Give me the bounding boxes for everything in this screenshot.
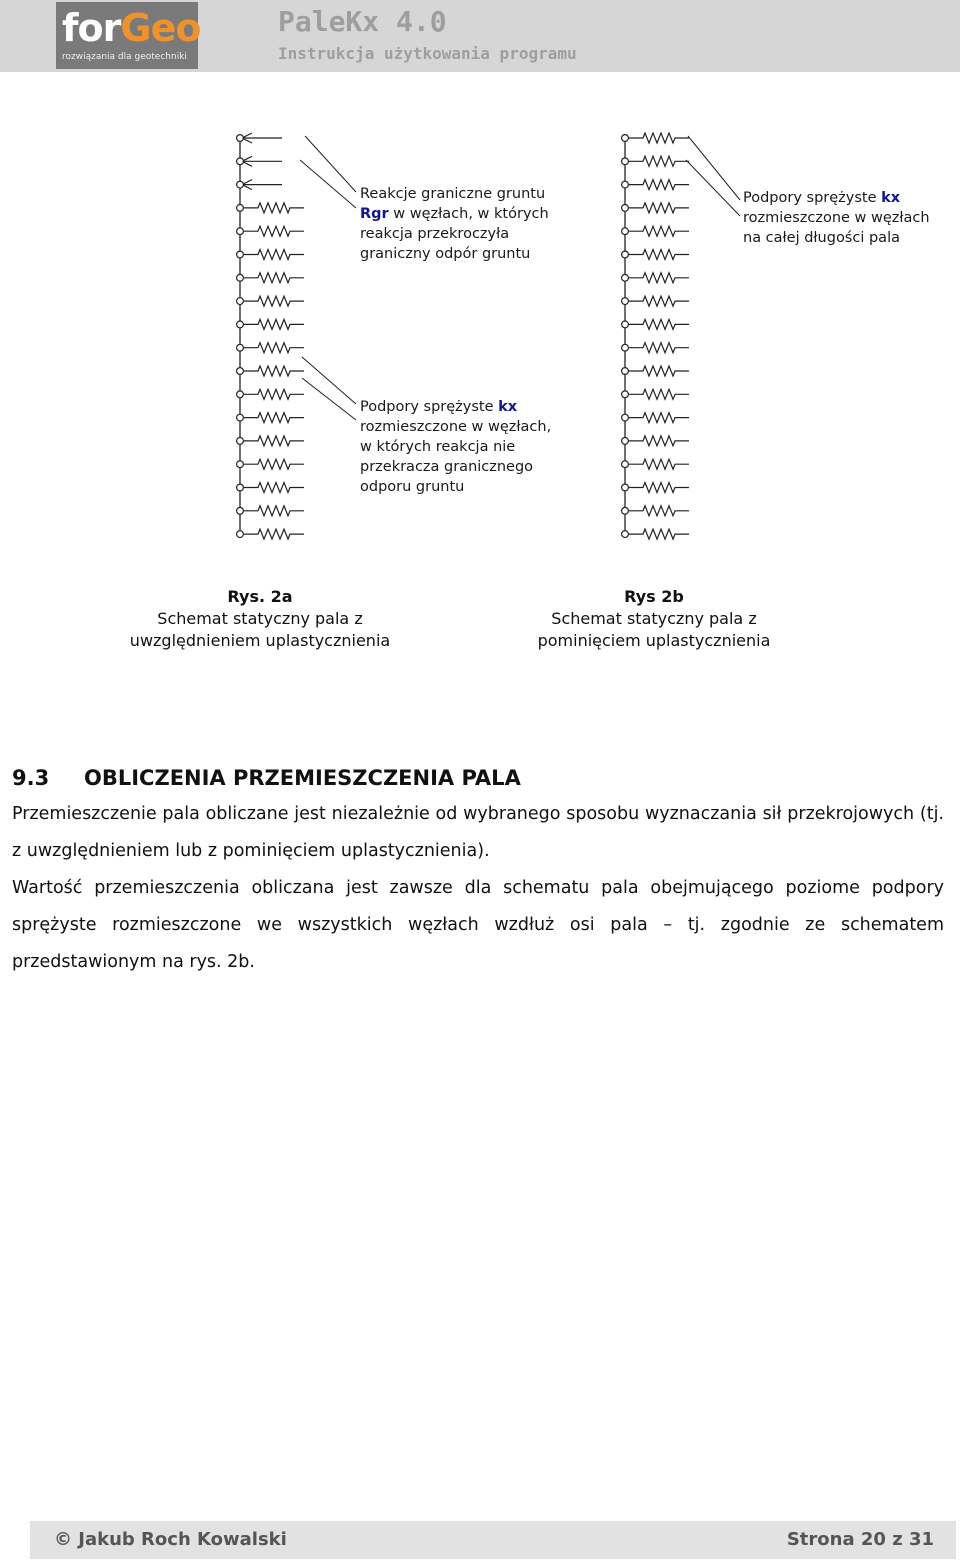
page-footer: [30, 1521, 956, 1559]
pile-node: [237, 205, 244, 212]
spring-support: [629, 319, 689, 329]
fig-a-label-line: graniczny odpór gruntu: [360, 246, 531, 262]
spring-support: [629, 273, 689, 283]
page-header: [0, 0, 960, 72]
section-number: 9.3: [12, 766, 50, 790]
pile-node: [237, 251, 244, 258]
symbol-kx: kx: [881, 190, 901, 206]
pile-node: [622, 531, 629, 538]
pile-node: [237, 484, 244, 491]
fig-a-label-line: przekracza granicznego: [360, 459, 534, 475]
fig-a-label-limit-reactions: [360, 184, 549, 264]
spring-support: [244, 273, 304, 283]
spring-support: [629, 506, 689, 516]
spring-support: [629, 296, 689, 306]
spring-support: [244, 459, 304, 469]
spring-support: [629, 133, 689, 143]
pile-node: [237, 414, 244, 421]
logo-for: for: [62, 6, 121, 50]
figures-area: [0, 120, 960, 650]
fig-a-label-line: rozmieszczone w węzłach,: [360, 419, 552, 435]
pile-node: [622, 135, 629, 142]
spring-support: [244, 296, 304, 306]
spring-support: [244, 226, 304, 236]
spring-support: [629, 250, 689, 260]
pile-node: [622, 368, 629, 375]
fig-a-label-line: reakcja przekroczyła: [360, 226, 510, 242]
pile-node: [622, 484, 629, 491]
section-heading: [12, 766, 521, 790]
fig-b-label-line: Podpory sprężyste kx: [743, 190, 901, 206]
spring-support: [244, 506, 304, 516]
footer-page-number: Strona 20 z 31: [786, 1529, 934, 1550]
leader-line: [302, 378, 356, 420]
forgeo-logo: [56, 2, 201, 69]
spring-support: [629, 180, 689, 190]
pile-node: [622, 321, 629, 328]
logo-geo: Geo: [120, 6, 201, 50]
pile-node: [237, 531, 244, 538]
leader-line: [688, 136, 740, 200]
pile-node: [237, 135, 244, 142]
fig-a-caption-head: Rys. 2a: [227, 587, 293, 606]
spring-support: [629, 203, 689, 213]
logo-tagline: rozwiązania dla geotechniki: [62, 52, 187, 62]
spring-support: [244, 343, 304, 353]
pile-node: [622, 507, 629, 514]
fig-a-caption-line: Schemat statyczny pala z: [157, 609, 363, 628]
pile-node: [237, 391, 244, 398]
pile-node: [622, 158, 629, 165]
spring-support: [629, 156, 689, 166]
leader-line: [300, 160, 356, 208]
spring-support: [629, 436, 689, 446]
symbol-kx: kx: [498, 399, 518, 415]
fig-a-label-line: odporu gruntu: [360, 479, 465, 495]
fig-a-label-line: Rgr w węzłach, w których: [360, 206, 549, 222]
fig-a-caption-line: uwzględnieniem uplastycznienia: [129, 631, 391, 650]
fig-a-label-line: Podpory sprężyste kx: [360, 399, 518, 415]
leader-line: [305, 136, 356, 192]
spring-support: [244, 319, 304, 329]
fig-b-caption-line: pominięciem uplastycznienia: [537, 631, 771, 650]
fig-b-caption-line: Schemat statyczny pala z: [551, 609, 757, 628]
fig-a-caption: [110, 586, 410, 652]
spring-support: [629, 389, 689, 399]
fig-a-label-line: w których reakcja nie: [360, 439, 516, 455]
fig-a-label-line: Reakcje graniczne gruntu: [360, 186, 546, 202]
paragraph-1: Przemieszczenie pala obliczane jest niezależnie od wybranego sposobu wyznaczania sił przekrojowych (tj. z uwzględnieniem lub z pominięciem uplastycznienia).: [12, 804, 944, 861]
logo-wordmark: [62, 6, 200, 50]
pile-node: [622, 274, 629, 281]
pile-node: [622, 251, 629, 258]
pile-node: [622, 414, 629, 421]
footer-author: © Jakub Roch Kowalski: [54, 1529, 287, 1550]
spring-support: [629, 413, 689, 423]
pile-node: [237, 461, 244, 468]
leader-line: [302, 357, 356, 404]
pile-node: [237, 321, 244, 328]
fig-b-label-line: na całej długości pala: [743, 230, 900, 246]
spring-support: [244, 529, 304, 539]
pile-node: [622, 391, 629, 398]
spring-support: [244, 436, 304, 446]
pile-node: [237, 274, 244, 281]
pile-node: [622, 344, 629, 351]
pile-node: [622, 298, 629, 305]
pile-node: [622, 228, 629, 235]
pile-node: [622, 205, 629, 212]
spring-support: [629, 343, 689, 353]
spring-support: [244, 250, 304, 260]
pile-node: [237, 507, 244, 514]
fig-b-caption-head: Rys 2b: [624, 587, 684, 606]
spring-support: [629, 529, 689, 539]
app-title: PaleKx 4.0: [278, 5, 447, 38]
spring-support: [629, 459, 689, 469]
pile-node: [622, 461, 629, 468]
spring-support: [244, 413, 304, 423]
pile-node: [237, 344, 244, 351]
pile-node: [622, 438, 629, 445]
spring-support: [244, 203, 304, 213]
pile-node: [237, 158, 244, 165]
pile-node: [622, 181, 629, 188]
leader-line: [686, 160, 740, 216]
pile-node: [237, 438, 244, 445]
pile-node: [237, 228, 244, 235]
symbol-rgr: Rgr: [360, 206, 389, 222]
fig-b-caption: [504, 586, 804, 652]
app-subtitle: Instrukcja użytkowania programu: [278, 44, 577, 63]
spring-support: [629, 226, 689, 236]
fig-b-label-line: rozmieszczone w węzłach: [743, 210, 930, 226]
spring-support: [629, 483, 689, 493]
spring-support: [244, 366, 304, 376]
section-title: OBLICZENIA PRZEMIESZCZENIA PALA: [84, 766, 521, 790]
spring-support: [629, 366, 689, 376]
pile-node: [237, 181, 244, 188]
pile-node: [237, 298, 244, 305]
fig-a-label-elastic-supports: [360, 397, 551, 497]
fig-b-label-elastic-supports: [743, 188, 930, 248]
paragraph-2: Wartość przemieszczenia obliczana jest zawsze dla schematu pala obejmującego poziome podpory sprężyste rozmieszczone we wszystkich węzłach wzdłuż osi pala – tj. zgodnie ze schematem przedstawionym na rys. 2b.: [12, 878, 944, 972]
spring-support: [244, 389, 304, 399]
pile-node: [237, 368, 244, 375]
spring-support: [244, 483, 304, 493]
